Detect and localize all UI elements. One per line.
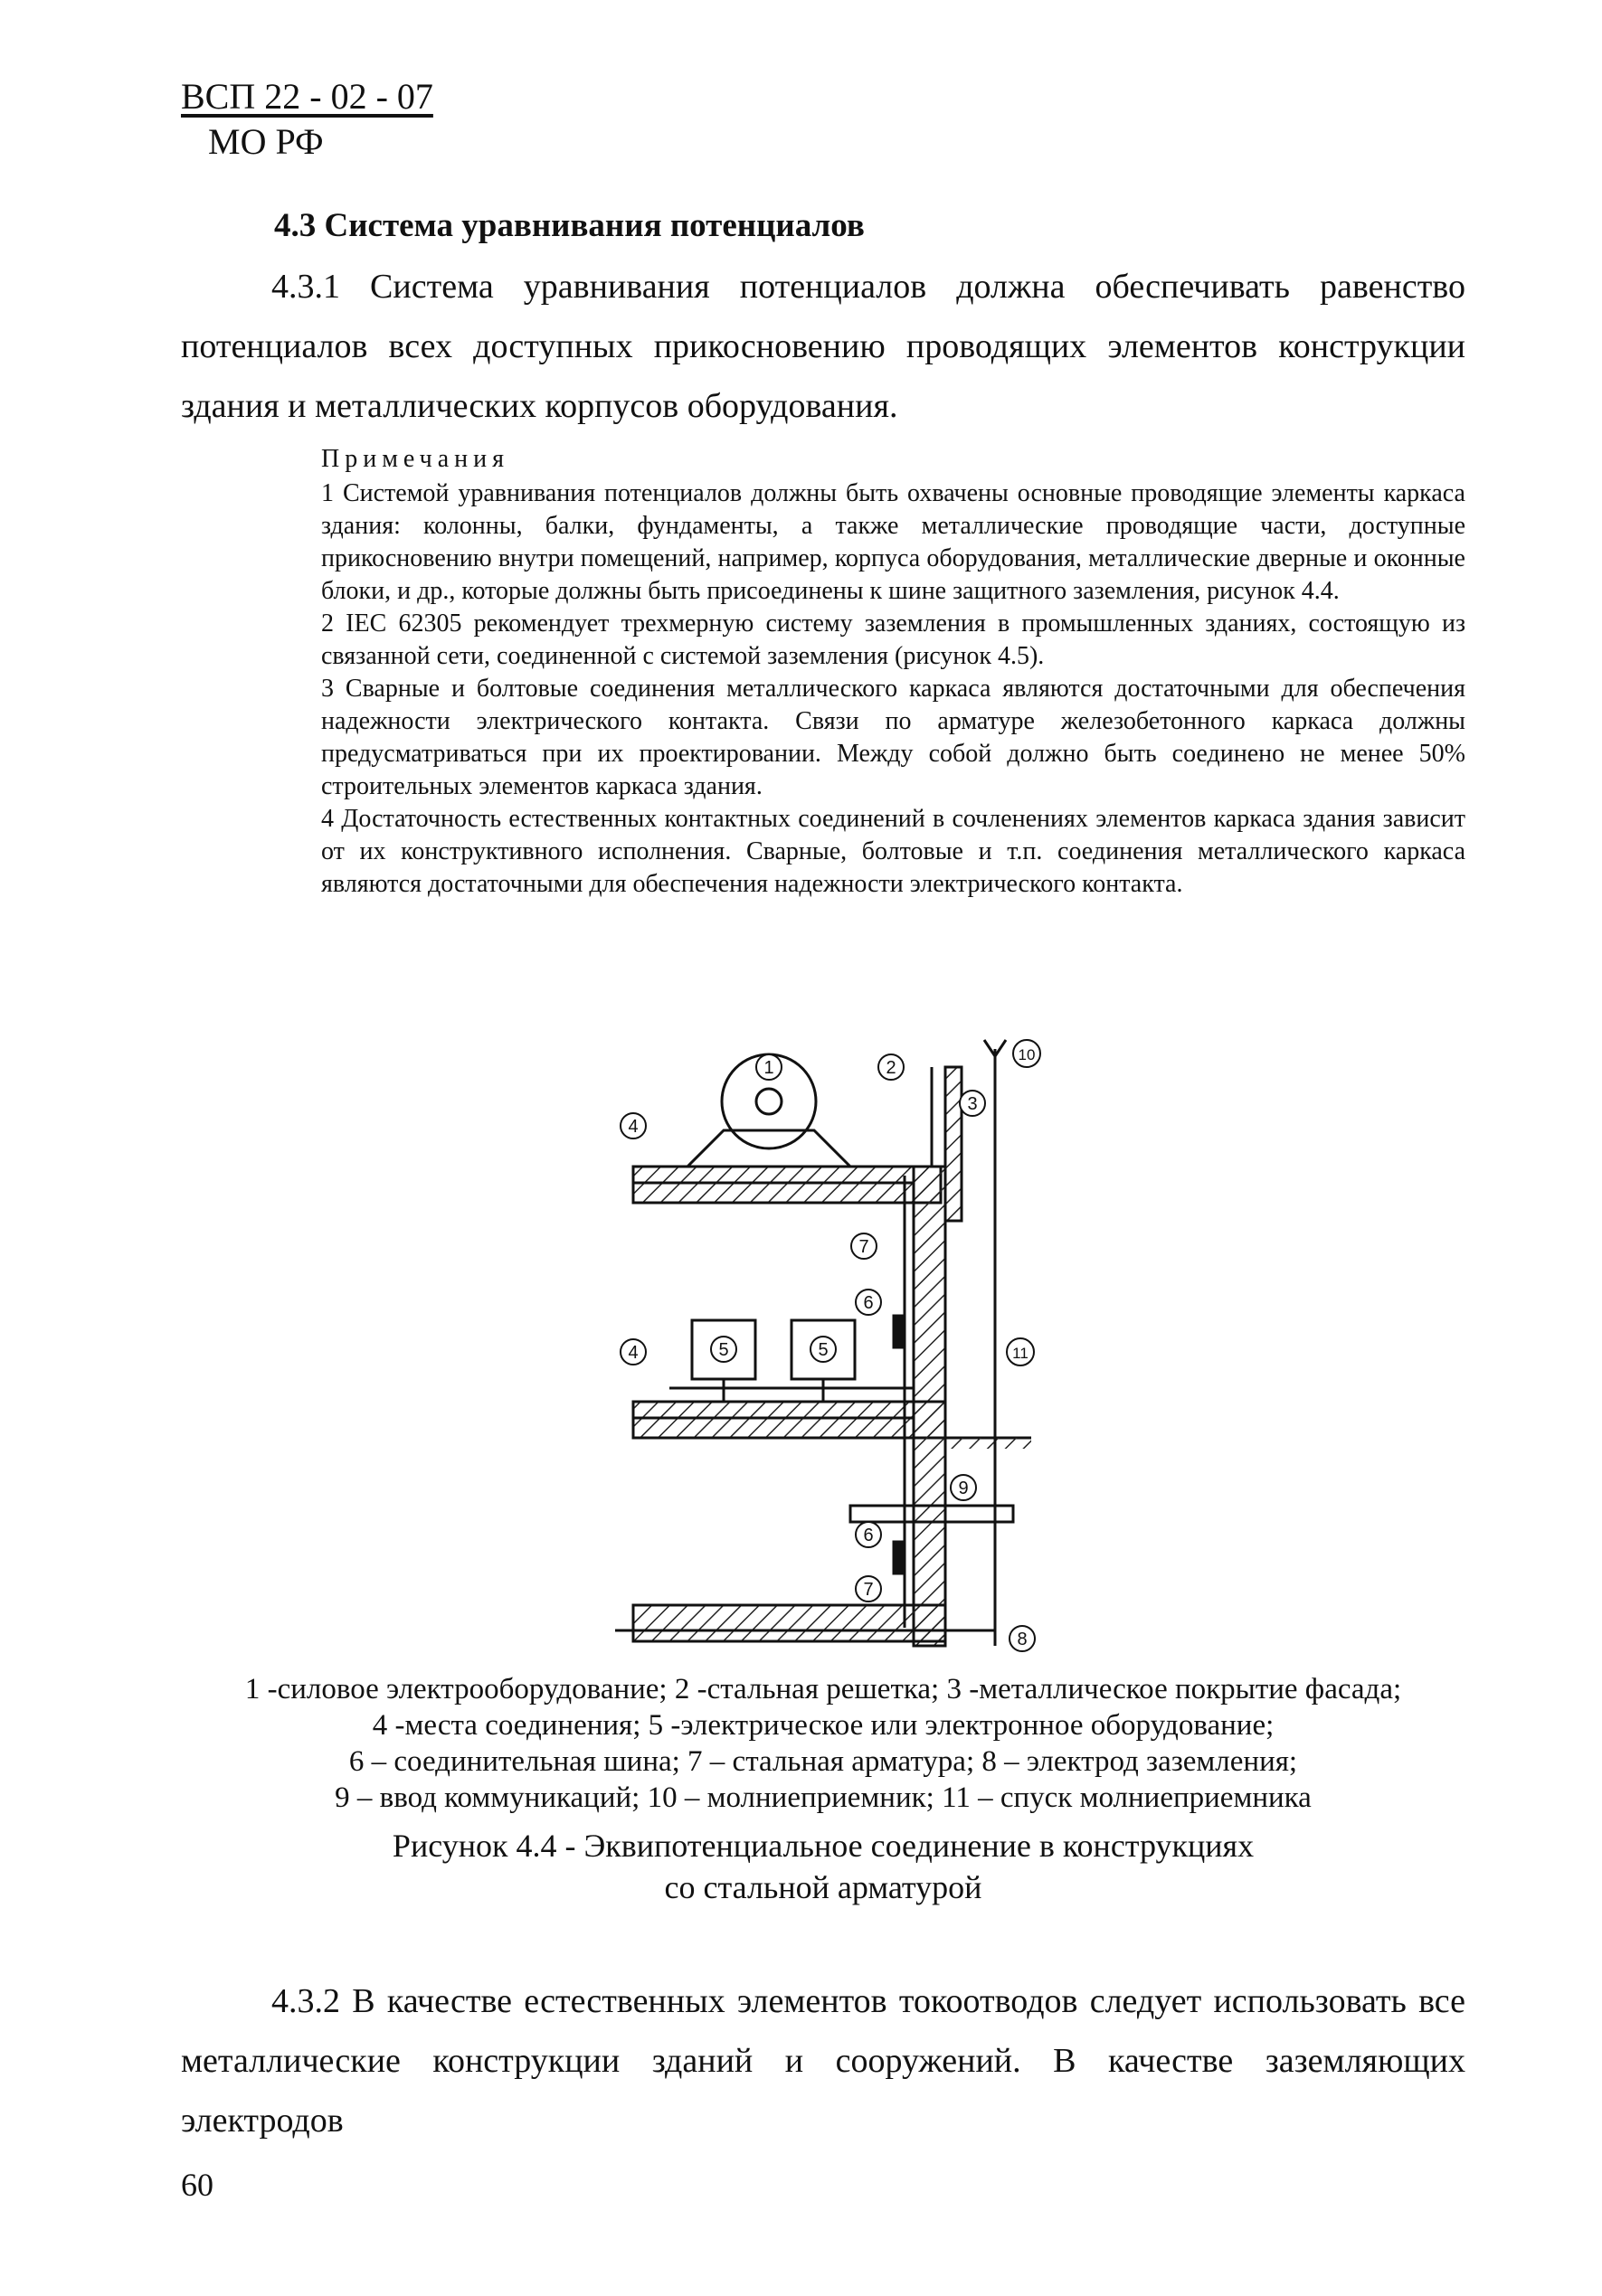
figure-marker: 3 [967, 1094, 978, 1114]
upper-slab [633, 1167, 941, 1203]
figure-marker: 1 [763, 1058, 774, 1078]
note-item: 1 Системой уравнивания потенциалов должны быть охвачены основные проводящие элементы каркаса здания: колонны, балки, фундаменты, а также металлические проводящие части, доступные прикосновению внутри помещений, например, корпуса оборудования, металлические дверные и оконные блоки, и др., которые должны быть присоединены к шине защитного заземления, рисунок 4.4. [321, 479, 1465, 605]
figure-marker: 11 [1012, 1345, 1029, 1362]
bus-bar [894, 1316, 905, 1347]
legend-line: 9 – ввод коммуникаций; 10 – молниеприемник; 11 – спуск молниеприемника [335, 1781, 1312, 1814]
figure-marker: 4 [628, 1343, 639, 1363]
figure-title [163, 1825, 1484, 1908]
figure-marker: 8 [1017, 1630, 1028, 1649]
legend-line: 6 – соединительная шина; 7 – стальная арматура; 8 – электрод заземления; [348, 1745, 1298, 1778]
air-terminal [984, 1040, 1006, 1056]
figure-title-line: Рисунок 4.4 - Эквипотенциальное соединение в конструкциях [392, 1828, 1255, 1864]
facade-cover [945, 1067, 962, 1221]
figure-legend [163, 1671, 1484, 1816]
legend-line: 1 -силовое электрооборудование; 2 -стальная решетка; 3 -металлическое покрытие фасада; [244, 1673, 1402, 1705]
figure-marker: 10 [1018, 1046, 1036, 1063]
legend-line: 4 -места соединения; 5 -электрическое или электронное оборудование; [372, 1709, 1275, 1742]
upper-wall [914, 1167, 945, 1402]
figure-marker: 7 [863, 1580, 874, 1600]
bus-bar [894, 1542, 905, 1573]
figure-marker: 5 [818, 1340, 829, 1360]
note-item: 2 IEC 62305 рекомендует трехмерную систему заземления в промышленных зданиях, состоящую из связанной сети, соединенной с системой заземления (рисунок 4.5). [321, 609, 1465, 670]
note-item: 4 Достаточность естественных контактных соединений в сочленениях элементов каркаса здания зависит от их конструктивного исполнения. Сварные, болтовые и т.п. соединения металлического каркаса являются достаточными для обеспечения надежности электрического контакта. [321, 805, 1465, 898]
lower-slab [633, 1605, 945, 1641]
figure-title-line: со стальной арматурой [664, 1869, 982, 1905]
document-org: МО РФ [208, 121, 324, 162]
figure-marker: 5 [718, 1340, 729, 1360]
figure-marker: 7 [858, 1237, 869, 1257]
page-number: 60 [181, 2167, 213, 2203]
section-title: 4.3 Система уравнивания потенциалов [274, 207, 865, 244]
notes-heading: Примечания [321, 445, 510, 473]
figure-marker: 2 [886, 1058, 896, 1078]
figure-marker: 6 [863, 1526, 874, 1545]
figure-marker: 9 [958, 1479, 969, 1498]
paragraph-4-3-1-text: 4.3.1 Система уравнивания потенциалов должна обеспечивать равенство потенциалов всех доступных прикосновению проводящих элементов конструкции здания и металлических корпусов оборудования. [181, 268, 1465, 425]
figure-marker: 4 [628, 1117, 639, 1137]
document-code: ВСП 22 - 02 - 07 [181, 76, 433, 117]
figure-marker: 6 [863, 1293, 874, 1313]
middle-slab [633, 1402, 945, 1438]
paragraph-4-3-2 [181, 1971, 1465, 2150]
motor-hub [756, 1089, 782, 1114]
note-item: 3 Сварные и болтовые соединения металлического каркаса являются достаточными для обеспечения надежности электрического контакта. Связи по арматуре железобетонного каркаса должны предусматриваться при их проектировании. Между собой должно быть соединено не менее 50% строительных элементов каркаса здания. [321, 675, 1465, 800]
ground-hatch [945, 1438, 1031, 1449]
paragraph-4-3-2-text: 4.3.2 В качестве естественных элементов токоотводов следует использовать все металлические конструкции зданий и сооружений. В качестве заземляющих электродов [181, 1982, 1465, 2140]
